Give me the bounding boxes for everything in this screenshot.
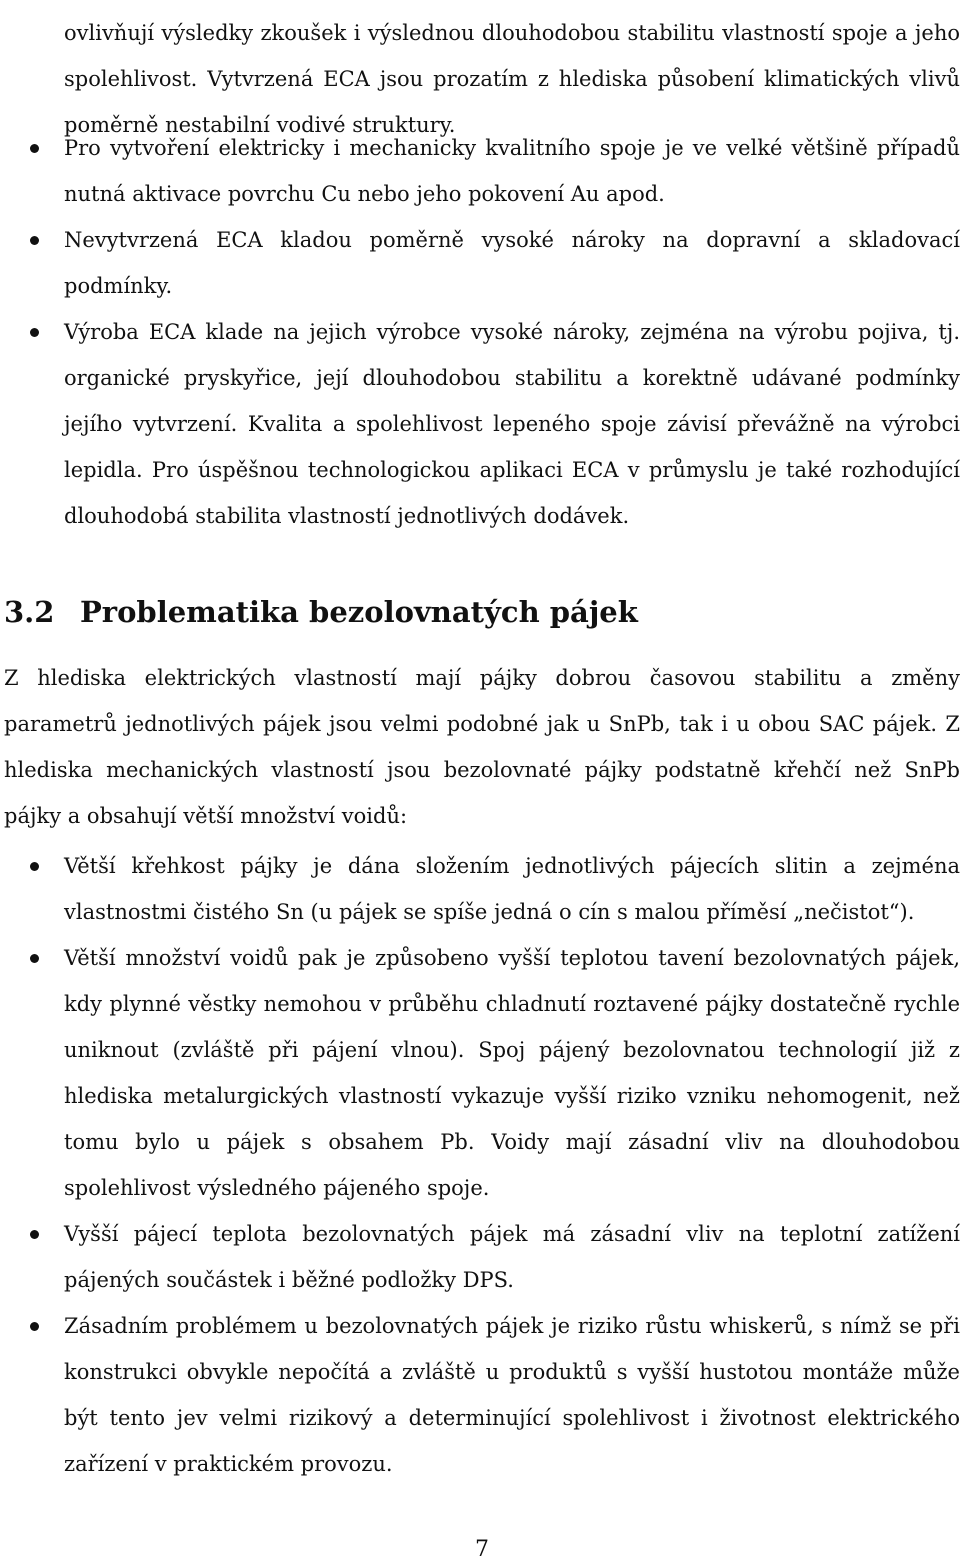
list-item: [4, 217, 960, 309]
list-item-text: Větší množství voidů pak je způsobeno vyšší teplotou tavení bezolovnatých pájek, kdy plynné věstky nemohou v průběhu chladnutí roztavené pájky dostatečně rychle uniknout (zvláště při pájení vlnou). Spoj pájený bezolovnatou technologií již z hlediska metalurgických vlastností vykazuje vyšší riziko vzniku nehomogenit, než tomu bylo u pájek s obsahem Pb. Voidy mají zásadní vliv na dlouhodobou spolehlivost výsledného pájeného spoje.: [64, 946, 960, 1200]
bullet-icon: [30, 954, 39, 963]
list-item-text: Větší křehkost pájky je dána složením jednotlivých pájecích slitin a zejména vlastnostmi čistého Sn (u pájek se spíše jedná o cín s malou příměsí „nečistot“).: [64, 854, 960, 924]
lead-free-issues-list: [4, 843, 960, 1487]
list-item-text: Zásadním problémem u bezolovnatých pájek je riziko růstu whiskerů, s nímž se při konstrukci obvykle nepočítá a zvláště u produktů s vyšší hustotou montáže může být tento jev velmi rizikový a determinující spolehlivost i životnost elektrického zařízení v praktickém provozu.: [64, 1314, 960, 1476]
continuation-paragraph: ovlivňují výsledky zkoušek i výslednou dlouhodobou stabilitu vlastností spoje a jeho spolehlivost. Vytvrzená ECA jsou prozatím z hlediska působení klimatických vlivů poměrně nestabilní vodivé struktury.: [64, 21, 960, 137]
list-item-text: Pro vytvoření elektricky i mechanicky kvalitního spoje je ve velké většině případů nutná aktivace povrchu Cu nebo jeho pokovení Au apod.: [64, 136, 960, 206]
bullet-icon: [30, 328, 39, 337]
list-item: [4, 843, 960, 935]
bullet-icon: [30, 862, 39, 871]
bullet-icon: [30, 144, 39, 153]
list-item: [4, 935, 960, 1211]
list-item: [4, 125, 960, 217]
list-item-text: Vyšší pájecí teplota bezolovnatých pájek má zásadní vliv na teplotní zatížení pájených součástek i běžné podložky DPS.: [64, 1222, 960, 1292]
bullet-icon: [30, 1230, 39, 1239]
list-item: [4, 309, 960, 539]
bullet-icon: [30, 236, 39, 245]
list-item-text: Nevytvrzená ECA kladou poměrně vysoké nároky na dopravní a skladovací podmínky.: [64, 228, 960, 298]
eca-drawbacks-list: [4, 125, 960, 539]
intro-paragraph: Z hlediska elektrických vlastností mají pájky dobrou časovou stabilitu a změny parametrů jednotlivých pájek jsou velmi podobné jak u SnPb, tak i u obou SAC pájek. Z hlediska mechanických vlastností jsou bezolovnaté pájky podstatně křehčí než SnPb pájky a obsahují větší množství voidů:: [4, 666, 960, 828]
page-number: 7: [475, 1537, 489, 1562]
list-item: [4, 1211, 960, 1303]
list-item: [4, 1303, 960, 1487]
section-heading: [4, 590, 954, 634]
bullet-icon: [30, 1322, 39, 1331]
section-number: 3.2: [4, 595, 55, 629]
section-title: Problematika bezolovnatých pájek: [80, 595, 638, 629]
list-item-text: Výroba ECA klade na jejich výrobce vysoké nároky, zejména na výrobu pojiva, tj. organické pryskyřice, její dlouhodobou stabilitu a korektně udávané podmínky jejího vytvrzení. Kvalita a spolehlivost lepeného spoje závisí převážně na výrobci lepidla. Pro úspěšnou technologickou aplikaci ECA v průmyslu je také rozhodující dlouhodobá stabilita vlastností jednotlivých dodávek.: [64, 320, 960, 528]
